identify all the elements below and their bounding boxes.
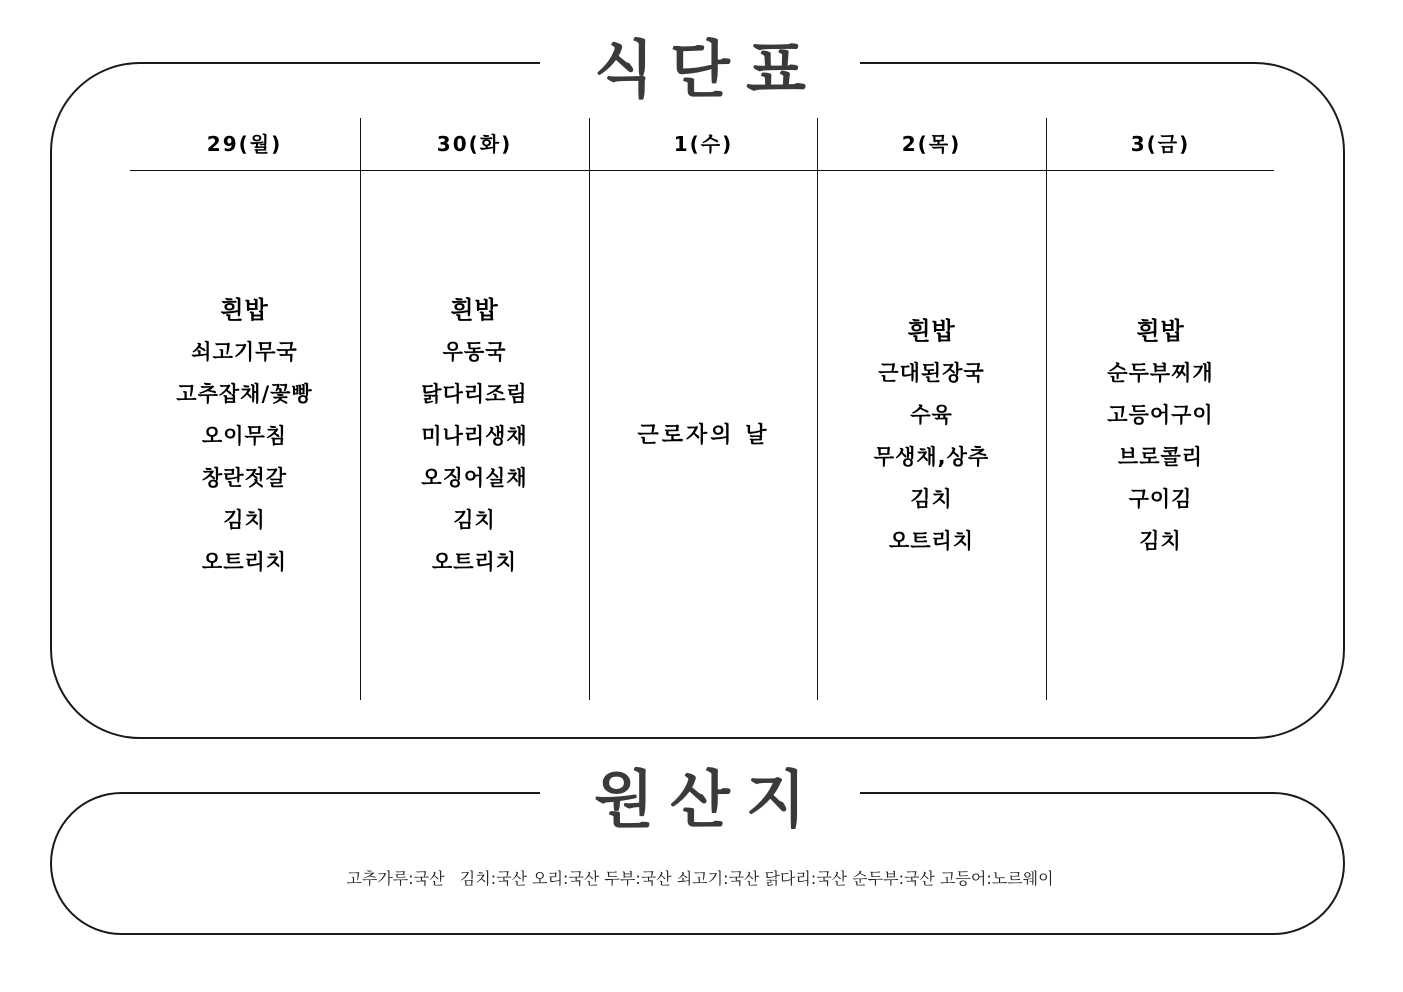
dish: 오트리치 bbox=[201, 550, 288, 574]
dish: 김치 bbox=[223, 508, 266, 532]
day-header-tue: 30(화) bbox=[436, 131, 513, 156]
dish: 흰밥 bbox=[220, 296, 269, 324]
dish: 흰밥 bbox=[450, 296, 499, 324]
dish: 무생채,상추 bbox=[873, 445, 990, 469]
dish: 고추잡채/꽃빵 bbox=[176, 382, 313, 406]
menu-title-wrap bbox=[540, 24, 860, 104]
holiday-label: 근로자의 날 bbox=[637, 423, 770, 448]
day-header-mon: 29(월) bbox=[206, 131, 283, 156]
day-header-wed: 1(수) bbox=[673, 131, 734, 156]
dish: 쇠고기무국 bbox=[191, 340, 298, 364]
day-menu-fri bbox=[1046, 172, 1275, 700]
dish: 김치 bbox=[453, 508, 496, 532]
origin-info-text: 고추가루:국산 김치:국산 오리:국산 두부:국산 쇠고기:국산 닭다리:국산 순두부:국산 고등어:노르웨이 bbox=[346, 869, 1054, 888]
dish: 흰밥 bbox=[1136, 317, 1185, 345]
dish: 김치 bbox=[910, 487, 953, 511]
origin-title: 원산지 bbox=[594, 762, 822, 836]
day-header-fri: 3(금) bbox=[1130, 131, 1191, 156]
dish: 브로콜리 bbox=[1117, 445, 1204, 469]
day-menu-thu bbox=[817, 172, 1046, 700]
dish: 오트리치 bbox=[431, 550, 518, 574]
day-menu-mon bbox=[130, 172, 359, 700]
dish: 오트리치 bbox=[888, 529, 975, 553]
dish: 흰밥 bbox=[907, 317, 956, 345]
menu-table bbox=[130, 118, 1274, 700]
day-menu-wed bbox=[589, 172, 818, 700]
dish: 미나리생채 bbox=[421, 424, 528, 448]
dish: 근대된장국 bbox=[878, 361, 985, 385]
dish: 오징어실채 bbox=[421, 466, 528, 490]
dish: 창란젓갈 bbox=[201, 466, 288, 490]
dish: 순두부찌개 bbox=[1107, 361, 1214, 385]
menu-title: 식단표 bbox=[594, 32, 822, 106]
dish: 고등어구이 bbox=[1107, 403, 1214, 427]
dish: 오이무침 bbox=[201, 424, 288, 448]
dish: 김치 bbox=[1139, 529, 1182, 553]
day-menu-tue bbox=[360, 172, 589, 700]
origin-title-wrap bbox=[540, 754, 860, 834]
dish: 우동국 bbox=[442, 340, 507, 364]
dish: 수육 bbox=[910, 403, 953, 427]
header-divider bbox=[130, 170, 1274, 171]
dish: 닭다리조림 bbox=[421, 382, 528, 406]
dish: 구이김 bbox=[1128, 487, 1193, 511]
day-header-thu: 2(목) bbox=[901, 131, 962, 156]
